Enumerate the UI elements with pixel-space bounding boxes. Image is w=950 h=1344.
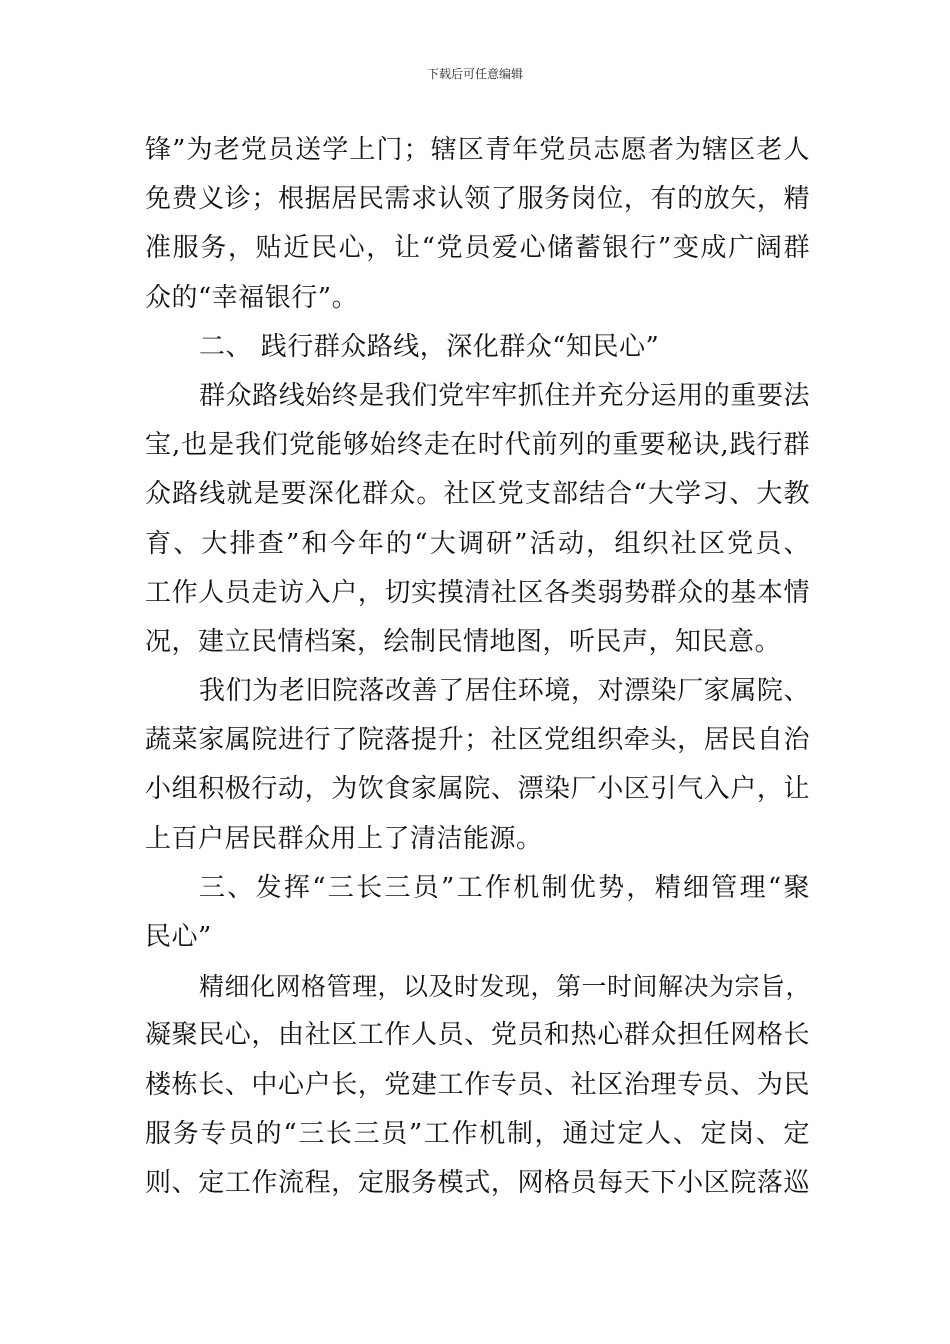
text-line: 则、定工作流程，定服务模式，网格员每天下小区院落巡 [145,1167,810,1198]
text-line: 民心” [145,922,212,952]
text-line: 免费义诊；根据居民需求认领了服务岗位，有的放矢，精 [145,184,810,215]
text-line: 蔬菜家属院进行了院落提升；社区党组织牵头，居民自治 [145,725,810,756]
page-header: 下载后可任意编辑 [426,67,523,81]
text-line: 我们为老旧院落改善了居住环境，对漂染厂家属院、 [199,676,810,707]
text-line: 楼栋长、中心户长，党建工作专员、社区治理专员、为民 [145,1069,810,1100]
text-line: 况，建立民情档案，绘制民情地图，听民声，知民意。 [145,626,782,657]
text-line: 凝聚民心，由社区工作人员、党员和热心群众担任网格长 [145,1020,810,1051]
text-line: 工作人员走访入户，切实摸清社区各类弱势群众的基本情 [145,577,810,608]
document-body [145,126,810,1208]
text-line: 群众路线始终是我们党牢牢抓住并充分运用的重要法 [199,380,810,411]
text-line: 宝,也是我们党能够始终走在时代前列的重要秘诀,践行群 [145,430,810,461]
text-line: 三、发挥“三长三员”工作机制优势，精细管理“聚 [199,872,810,903]
text-line: 服务专员的“三长三员”工作机制，通过定人、定岗、定 [145,1118,810,1149]
text-line: 精细化网格管理，以及时发现，第一时间解决为宗旨， [199,972,812,1002]
text-line: 众路线就是要深化群众。社区党支部结合“大学习、大教 [145,479,810,510]
text-line: 二、 践行群众路线，深化群众“知民心” [199,331,660,362]
text-line: 准服务，贴近民心，让“党员爱心储蓄银行”变成广阔群 [145,233,810,264]
text-line: 上百户居民群众用上了清洁能源。 [145,823,543,854]
text-line: 众的“幸福银行”。 [145,282,359,313]
text-line: 锋”为老党员送学上门；辖区青年党员志愿者为辖区老人 [145,135,810,165]
text-line: 小组积极行动，为饮食家属院、漂染厂小区引气入户，让 [145,774,810,805]
text-line: 育、大排查”和今年的“大调研”活动，组织社区党员、 [145,528,810,559]
